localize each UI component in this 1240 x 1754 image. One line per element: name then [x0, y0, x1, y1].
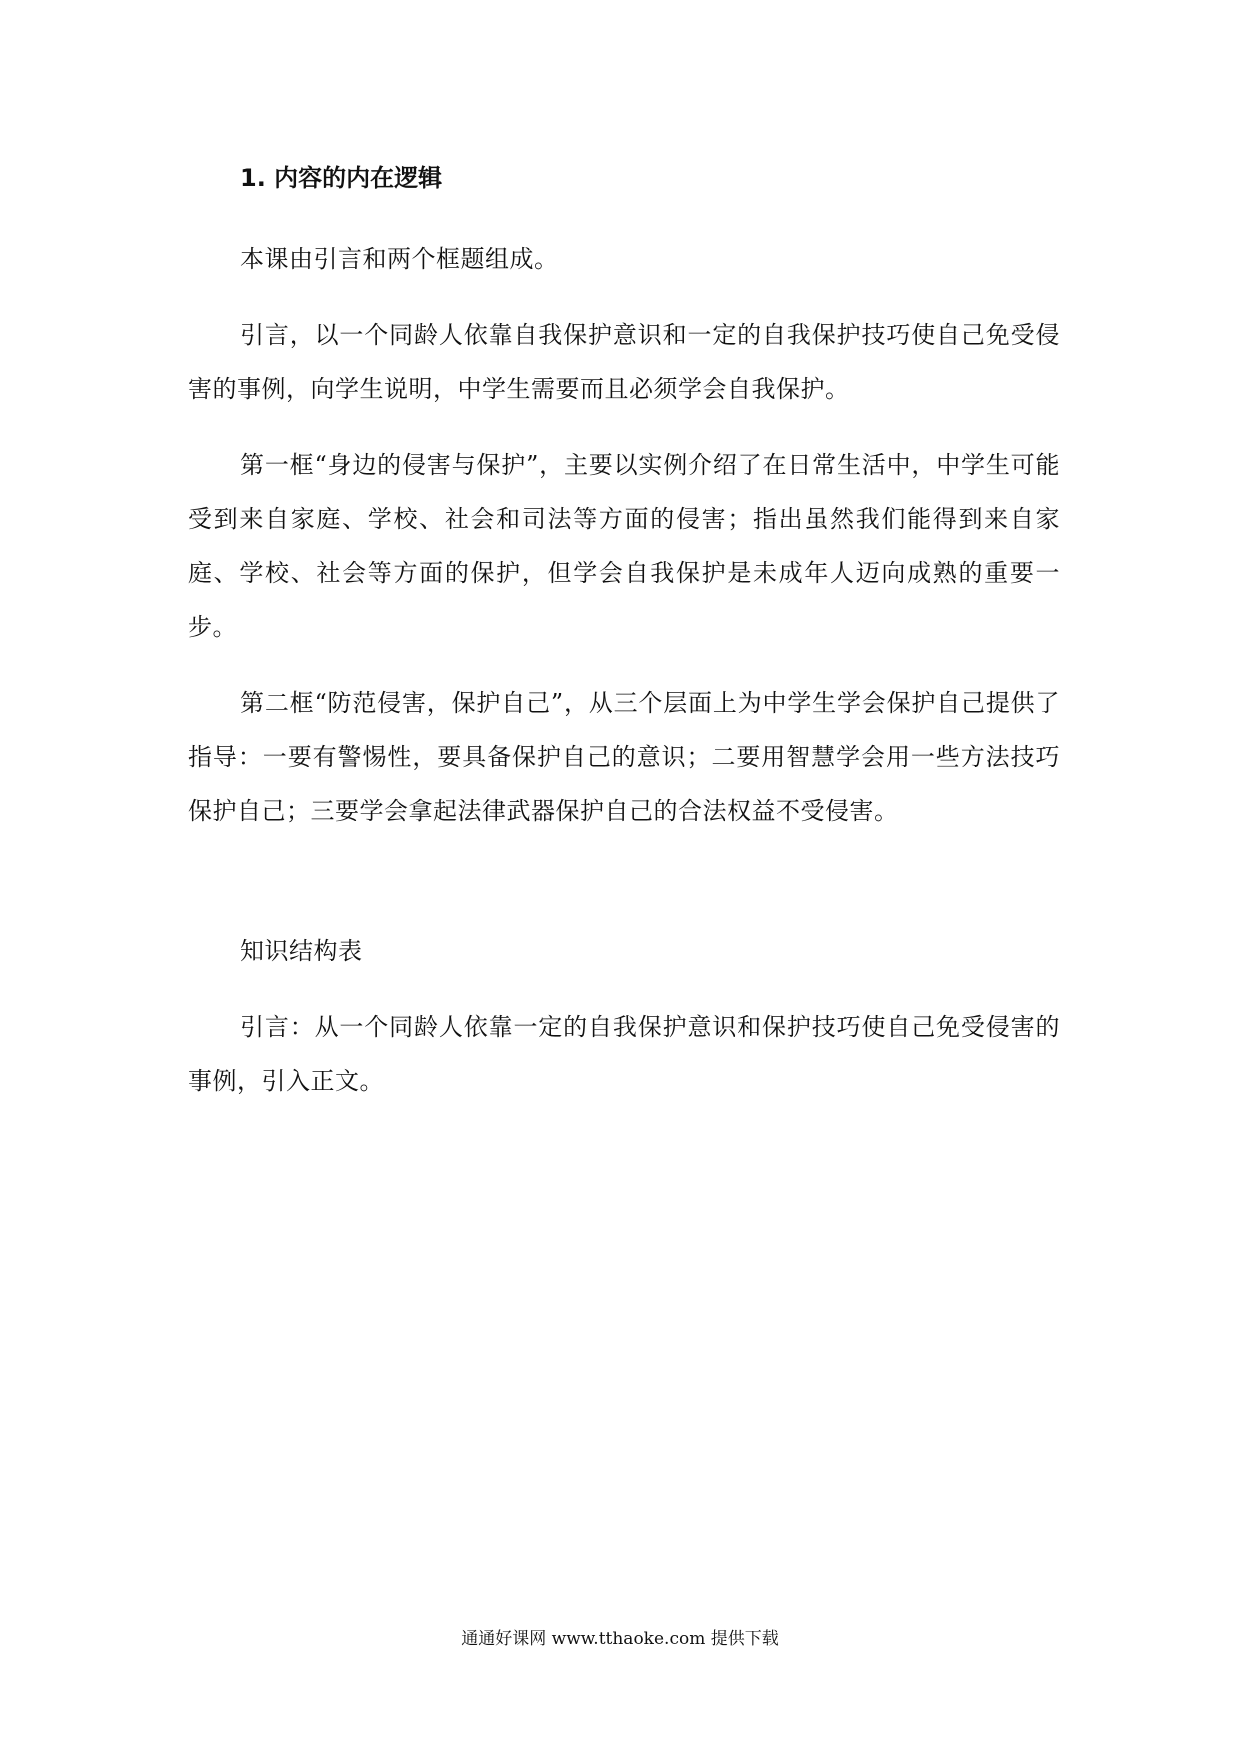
document-body	[188, 158, 1060, 1130]
spacer	[188, 860, 1060, 924]
paragraph-frame-one: 第一框“身边的侵害与保护”，主要以实例介绍了在日常生活中，中学生可能受到来自家庭、学校、社会和司法等方面的侵害；指出虽然我们能得到来自家庭、学校、社会等方面的保护，但学会自我保护是未成年人迈向成熟的重要一步。	[188, 451, 1060, 641]
paragraph-intro: 本课由引言和两个框题组成。	[240, 245, 559, 273]
knowledge-structure-title: 知识结构表	[240, 937, 363, 965]
page-footer: 通通好课网 www.tthaoke.com 提供下载	[461, 1629, 779, 1649]
paragraph-preface: 引言，以一个同龄人依靠自我保护意识和一定的自我保护技巧使自己免受侵害的事例，向学生说明，中学生需要而且必须学会自我保护。	[188, 321, 1060, 403]
section-heading: 1. 内容的内在逻辑	[240, 164, 443, 192]
paragraph-knowledge-preface: 引言：从一个同龄人依靠一定的自我保护意识和保护技巧使自己免受侵害的事例，引入正文。	[188, 1013, 1060, 1095]
paragraph-frame-two: 第二框“防范侵害，保护自己”，从三个层面上为中学生学会保护自己提供了指导：一要有警惕性，要具备保护自己的意识；二要用智慧学会用一些方法技巧保护自己；三要学会拿起法律武器保护自己的合法权益不受侵害。	[188, 689, 1060, 825]
